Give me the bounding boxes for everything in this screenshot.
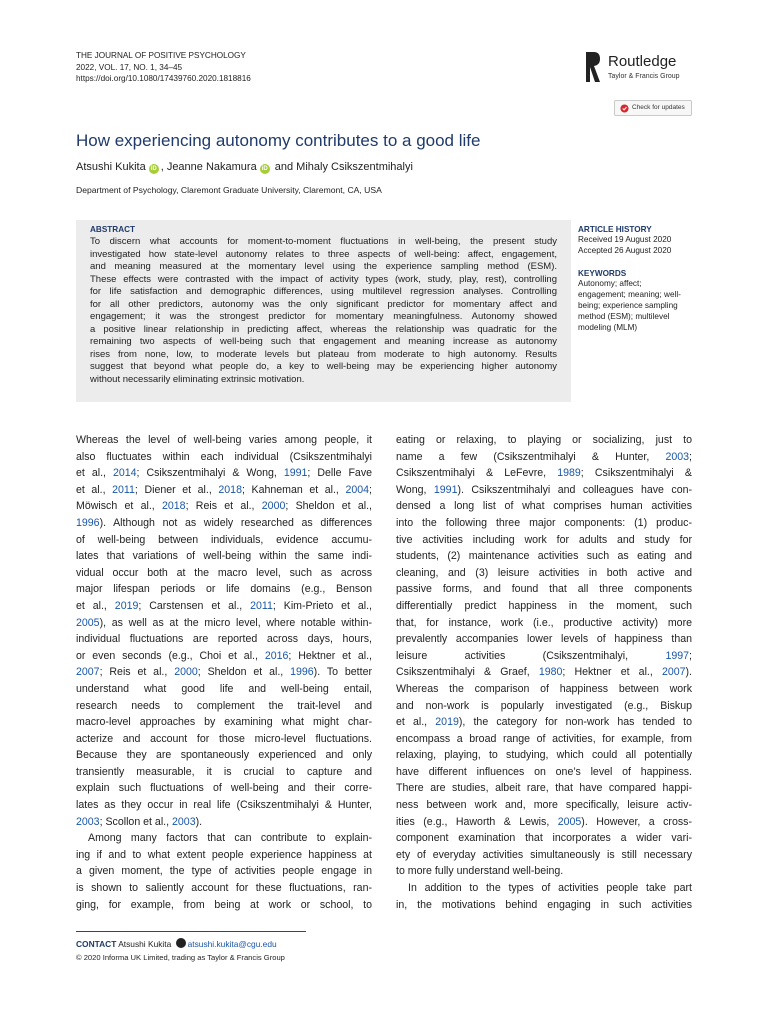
- body-text-line: [76, 532, 372, 549]
- body-text-line: [396, 698, 692, 715]
- citation-link[interactable]: 1991: [433, 483, 458, 496]
- orcid-icon[interactable]: iD: [150, 166, 157, 172]
- journal-volume: 2022, VOL. 17, NO. 1, 34–45: [76, 62, 183, 72]
- keywords-heading: KEYWORDS: [578, 269, 627, 278]
- text-run: ; Scollon et al.,: [99, 815, 173, 828]
- text-run: ; Csikszentmihalyi & Wong,: [136, 467, 284, 480]
- body-text-line: [396, 847, 692, 864]
- abstract-line: suggest that beyond what people do, a key to well-being may be experiencing higher autonomy: [90, 361, 557, 372]
- text-run: lates as they occur in real life (Csikszentmihalyi & Hunter,: [76, 799, 372, 812]
- contact-name: Atsushi Kukita: [118, 939, 172, 949]
- text-run: ;: [369, 483, 372, 496]
- text-run: eating or relaxing, to playing or socializing, just to: [396, 434, 692, 446]
- text-run: Wong,: [396, 483, 434, 496]
- text-run: ;: [689, 450, 692, 463]
- keyword-line: modeling (MLM): [578, 323, 638, 332]
- body-text-line: [396, 731, 692, 748]
- text-run: relaxing, playing, to studying, which could all potentially: [396, 749, 692, 762]
- body-text-line: [396, 814, 692, 831]
- footnote-divider: [76, 931, 306, 932]
- text-run: Csikszentmihalyi & Graef,: [396, 666, 539, 679]
- citation-link[interactable]: 2019: [435, 716, 459, 729]
- text-run: ), the category for non-work has tended to: [458, 716, 693, 729]
- text-run: Among many factors that can contribute to explain-: [88, 832, 372, 845]
- keyword-line: Autonomy; affect;: [578, 279, 642, 288]
- text-run: et al.,: [76, 483, 113, 496]
- body-text-line: [396, 897, 692, 914]
- body-text-line: [76, 747, 372, 764]
- contact-line: [76, 938, 277, 950]
- author-2: , Jeanne Nakamura: [160, 161, 257, 173]
- body-text-line: [396, 681, 692, 698]
- body-text-line: [76, 449, 372, 466]
- body-text-line: [76, 714, 372, 731]
- body-text-line: [76, 897, 372, 914]
- text-run: ; Carstensen et al.,: [138, 599, 251, 612]
- affiliation: Department of Psychology, Claremont Graduate University, Claremont, CA, USA: [76, 185, 382, 195]
- text-run: have different influences on one’s level of happiness.: [396, 765, 692, 778]
- text-run: ; Reis et al.,: [185, 500, 262, 513]
- text-run: lates that variations of well-being within the same indi-: [76, 550, 372, 563]
- keyword-line: being; experience sampling: [578, 301, 678, 310]
- abstract-line: for all other predictors, autonomy was the only significant predictor for momentary affect and: [90, 298, 557, 310]
- publisher-logo: [582, 50, 702, 90]
- author-3: and Mihaly Csikszentmihalyi: [271, 161, 413, 173]
- text-run: ). To better: [313, 666, 372, 679]
- text-run: transiently measurable, it is crucial to capture and: [76, 765, 372, 778]
- text-run: ; Kim-Prieto et al.,: [272, 599, 373, 612]
- citation-link[interactable]: 1980: [538, 666, 563, 679]
- text-run: ). Csikszentmihalyi and colleagues have con-: [457, 483, 692, 496]
- abstract-line: for life satisfaction and demographic differences, using multilevel regression analyses. Controlling: [90, 286, 557, 297]
- check-for-updates-button[interactable]: [614, 100, 692, 116]
- citation-link[interactable]: 2003: [76, 815, 100, 828]
- body-text-line: [76, 631, 372, 648]
- body-text-line: [396, 515, 692, 532]
- text-run: ). Although not as widely researched as differences: [99, 516, 372, 529]
- text-run: understand what good life and well-being entail,: [76, 682, 372, 695]
- body-text-line: [396, 664, 692, 681]
- citation-link[interactable]: 1996: [290, 666, 314, 679]
- body-text-line: [76, 565, 372, 582]
- text-run: macro-level approaches by examining what might char-: [76, 716, 372, 729]
- abstract-line: a positive linear relationship in predicting affect, whereas the relationship was quadratic for the: [90, 323, 557, 335]
- text-run: is shown to saliently account for these fluctuations, ran-: [76, 882, 372, 895]
- text-run: or even seconds (e.g., Choi et al.,: [76, 649, 265, 662]
- text-run: ;: [689, 649, 692, 662]
- body-text-line: [396, 548, 692, 565]
- copyright: © 2020 Informa UK Limited, trading as Taylor & Francis Group: [76, 953, 285, 962]
- text-run: densed a long list of what comprises human activities: [396, 500, 692, 513]
- text-run: encompass a broad range of activities, for example, from: [396, 732, 692, 745]
- body-text-line: [396, 581, 692, 598]
- body-text-line: [76, 863, 372, 880]
- text-run: ).: [685, 666, 693, 679]
- body-text-line: [76, 731, 372, 748]
- citation-link[interactable]: 1997: [665, 649, 690, 662]
- citation-link[interactable]: 2011: [112, 483, 135, 496]
- body-text-line: [396, 714, 692, 731]
- body-text-line: [76, 432, 372, 449]
- text-run: into the following three major components: (1) produc-: [396, 516, 692, 529]
- text-run: et al.,: [76, 599, 115, 612]
- body-text-line: [76, 598, 372, 615]
- body-text-line: [396, 598, 692, 615]
- article-history-heading: ARTICLE HISTORY: [578, 225, 652, 234]
- text-run: ; Reis et al.,: [99, 666, 175, 679]
- body-text-line: [396, 615, 692, 632]
- logo-mark-text: ROUTLEDGE: [581, 56, 586, 78]
- text-run: ; Diener et al.,: [134, 483, 219, 496]
- citation-link[interactable]: 2005: [76, 616, 100, 629]
- body-text-line: [396, 465, 692, 482]
- body-text-line: [76, 648, 372, 665]
- body-text-line: [396, 747, 692, 764]
- body-text-line: [76, 515, 372, 532]
- body-text-line: [76, 581, 372, 598]
- body-text-line: [76, 465, 372, 482]
- journal-name: THE JOURNAL OF POSITIVE PSYCHOLOGY: [76, 51, 246, 60]
- text-run: ), as well as at the micro level, where notable within-: [99, 616, 372, 629]
- text-run: There are studies, albeit rare, that have compared happi-: [396, 782, 692, 795]
- text-run: ; Kahneman et al.,: [241, 483, 346, 496]
- text-run: cleaning, and (3) leisure activities in both active and: [396, 566, 692, 579]
- body-text-line: [76, 698, 372, 715]
- text-run: et al.,: [76, 467, 113, 480]
- text-run: ities (e.g., Haworth & Lewis,: [396, 815, 558, 828]
- text-run: that, for instance, work (i.e., productive activity) more: [396, 616, 692, 629]
- citation-link[interactable]: 2014: [112, 467, 137, 480]
- body-text-line: [396, 432, 692, 449]
- text-run: Csikszentmihalyi & LeFevre,: [396, 467, 558, 480]
- body-column-right: [396, 432, 692, 913]
- text-run: and non-work is popularly investigated (e.g., Biskup: [396, 699, 692, 712]
- text-run: In addition to the types of activities people take part: [408, 882, 692, 895]
- check-updates-label: Check for updates: [632, 104, 685, 111]
- citation-link[interactable]: 2007: [76, 666, 100, 679]
- abstract-line: These effects were contrasted with the impact of activity types (work, study, play, rest), controlling: [90, 273, 557, 285]
- text-run: students, (2) maintenance activities such as eating and: [396, 550, 692, 563]
- abstract-line: investigated how state-level autonomy relates to three aspects of well-being: affect, engagement,: [90, 248, 557, 260]
- body-text-line: [396, 880, 692, 897]
- abstract-heading: ABSTRACT: [90, 225, 136, 234]
- text-run: Möwisch et al.,: [76, 500, 162, 513]
- journal-header: [76, 50, 251, 85]
- accepted-date: Accepted 26 August 2020: [578, 246, 672, 255]
- body-text-line: [76, 764, 372, 781]
- body-text-line: [76, 548, 372, 565]
- journal-doi-link[interactable]: https://doi.org/10.1080/17439760.2020.1818816: [76, 74, 251, 83]
- citation-link[interactable]: 2000: [174, 666, 198, 679]
- text-run: name a few (Csikszentmihalyi & Hunter,: [396, 450, 666, 463]
- citation-link[interactable]: 1996: [76, 516, 100, 529]
- citation-link[interactable]: 2016: [264, 649, 289, 662]
- body-text-line: [76, 830, 372, 847]
- email-icon: [176, 938, 186, 948]
- citation-link[interactable]: 2003: [172, 815, 196, 828]
- contact-email-link[interactable]: atsushi.kukita@cgu.edu: [187, 939, 277, 949]
- abstract-line: without necessarily eliminating extrinsic motivation.: [90, 373, 305, 385]
- body-text-line: [396, 863, 692, 880]
- publisher-group: Taylor & Francis Group: [608, 73, 680, 80]
- text-run: also fluctuates within each individual (Csikszentmihalyi: [76, 450, 372, 463]
- text-run: passive forms, and found that all three components: [396, 583, 692, 596]
- text-run: to more fully understand well-being.: [396, 865, 564, 878]
- text-run: prevalently accompanies lower levels of happiness than: [396, 633, 692, 646]
- author-list: [76, 160, 413, 174]
- body-text-line: [76, 498, 372, 515]
- contact-label: CONTACT: [76, 939, 117, 949]
- publisher-name: Routledge: [608, 53, 677, 70]
- abstract-line: and meaning measured at the momentary level using the experience sampling method (ESM).: [90, 261, 557, 272]
- routledge-mark-icon: [582, 50, 602, 84]
- text-run: ; Sheldon et al.,: [285, 500, 372, 513]
- body-text-line: [396, 449, 692, 466]
- text-run: ness between work and, more specifically, leisure activ-: [396, 799, 692, 812]
- text-run: explain such fluctuations of well-being and their corre-: [76, 782, 372, 795]
- citation-link[interactable]: 2000: [261, 500, 286, 513]
- text-run: major lifespan periods or life domains (e.g., Benson: [76, 583, 372, 596]
- body-text-line: [396, 797, 692, 814]
- citation-link[interactable]: 2007: [661, 666, 686, 679]
- text-run: tive activities including work for adults and study for: [396, 533, 692, 546]
- article-title: How experiencing autonomy contributes to a good life: [76, 131, 481, 150]
- body-text-line: [76, 482, 372, 499]
- citation-link[interactable]: 2018: [218, 483, 242, 496]
- text-run: acterize and account for those micro-level fluctuations.: [76, 732, 372, 745]
- body-column-left: [76, 432, 372, 913]
- text-run: individual fluctuations are reported across days, hours,: [76, 633, 372, 646]
- text-run: Whereas the comparison of happiness between work: [396, 682, 692, 695]
- body-text-line: [76, 880, 372, 897]
- text-run: ; Sheldon et al.,: [197, 666, 291, 679]
- body-text-line: [396, 780, 692, 797]
- text-run: Because they are spontaneously experienced and only: [76, 749, 372, 762]
- received-date: Received 19 August 2020: [578, 235, 672, 244]
- citation-link[interactable]: 1991: [283, 467, 308, 480]
- text-run: research needs to complement the trait-level and: [76, 699, 372, 712]
- body-text-line: [396, 498, 692, 515]
- text-run: ety of everyday activities simultaneously is still necessary: [396, 848, 692, 861]
- body-text-line: [76, 847, 372, 864]
- body-text-line: [396, 482, 692, 499]
- citation-link[interactable]: 2019: [114, 599, 139, 612]
- body-text-line: [76, 797, 372, 814]
- citation-link[interactable]: 2003: [665, 450, 690, 463]
- body-text-line: [396, 830, 692, 847]
- text-run: ; Csikszentmihalyi &: [580, 467, 692, 480]
- keyword-line: engagement; meaning; well-: [578, 290, 681, 299]
- text-run: ).: [195, 815, 203, 828]
- body-text-line: [76, 615, 372, 632]
- abstract-line: rises from none, low, to moderate levels but plateau from moderate to high autonomy. Results: [90, 348, 557, 360]
- abstract-line: engagement; it was the strongest predictor for momentary meaningfulness. Autonomy showed: [90, 311, 557, 322]
- abstract-line: To discern what accounts for moment-to-moment fluctuations in well-being, the present study: [90, 236, 557, 247]
- body-text-line: [396, 764, 692, 781]
- keyword-line: method (ESM); multilevel: [578, 312, 670, 321]
- text-run: a given moment, the type of activities people engage in: [76, 865, 372, 878]
- check-updates-icon: [620, 104, 629, 113]
- body-text-line: [76, 814, 372, 831]
- citation-link[interactable]: 2011: [250, 599, 273, 612]
- body-text-line: [76, 681, 372, 698]
- text-run: in, the motivations behind engaging in such activities: [396, 898, 692, 911]
- text-run: ging, for example, from being at work or school, to: [76, 898, 372, 911]
- text-run: ; Hektner et al.,: [288, 649, 372, 662]
- text-run: et al.,: [396, 716, 436, 729]
- text-run: ing if and to what extent people experience happiness at: [76, 848, 372, 861]
- text-run: ; Hektner et al.,: [562, 666, 662, 679]
- text-run: leisure activities (Csikszentmihalyi,: [396, 649, 666, 662]
- body-text-line: [396, 631, 692, 648]
- orcid-icon[interactable]: iD: [261, 166, 268, 172]
- citation-link[interactable]: 2005: [557, 815, 582, 828]
- text-run: component examination that incorporates a wider vari-: [396, 832, 692, 845]
- body-text-line: [76, 780, 372, 797]
- text-run: of well-being between individuals, evidence accumu-: [76, 533, 372, 546]
- citation-link[interactable]: 2004: [345, 483, 370, 496]
- text-run: Whereas the level of well-being varies among people, it: [76, 434, 372, 446]
- body-text-line: [396, 565, 692, 582]
- author-1: Atsushi Kukita: [76, 161, 146, 173]
- text-run: ). However, a cross-: [581, 815, 692, 828]
- abstract-line: remaining two aspects of well-being such that engagement and meaning increase as autonomy: [90, 336, 557, 347]
- body-text-line: [396, 648, 692, 665]
- body-text-line: [76, 664, 372, 681]
- text-run: differentially predict happiness in the moment, such: [396, 599, 692, 612]
- citation-link[interactable]: 2018: [162, 500, 186, 513]
- citation-link[interactable]: 1989: [557, 467, 581, 480]
- body-text-line: [396, 532, 692, 549]
- text-run: vidual occur both at the macro level, such as across: [76, 566, 372, 579]
- text-run: ; Delle Fave: [307, 467, 373, 480]
